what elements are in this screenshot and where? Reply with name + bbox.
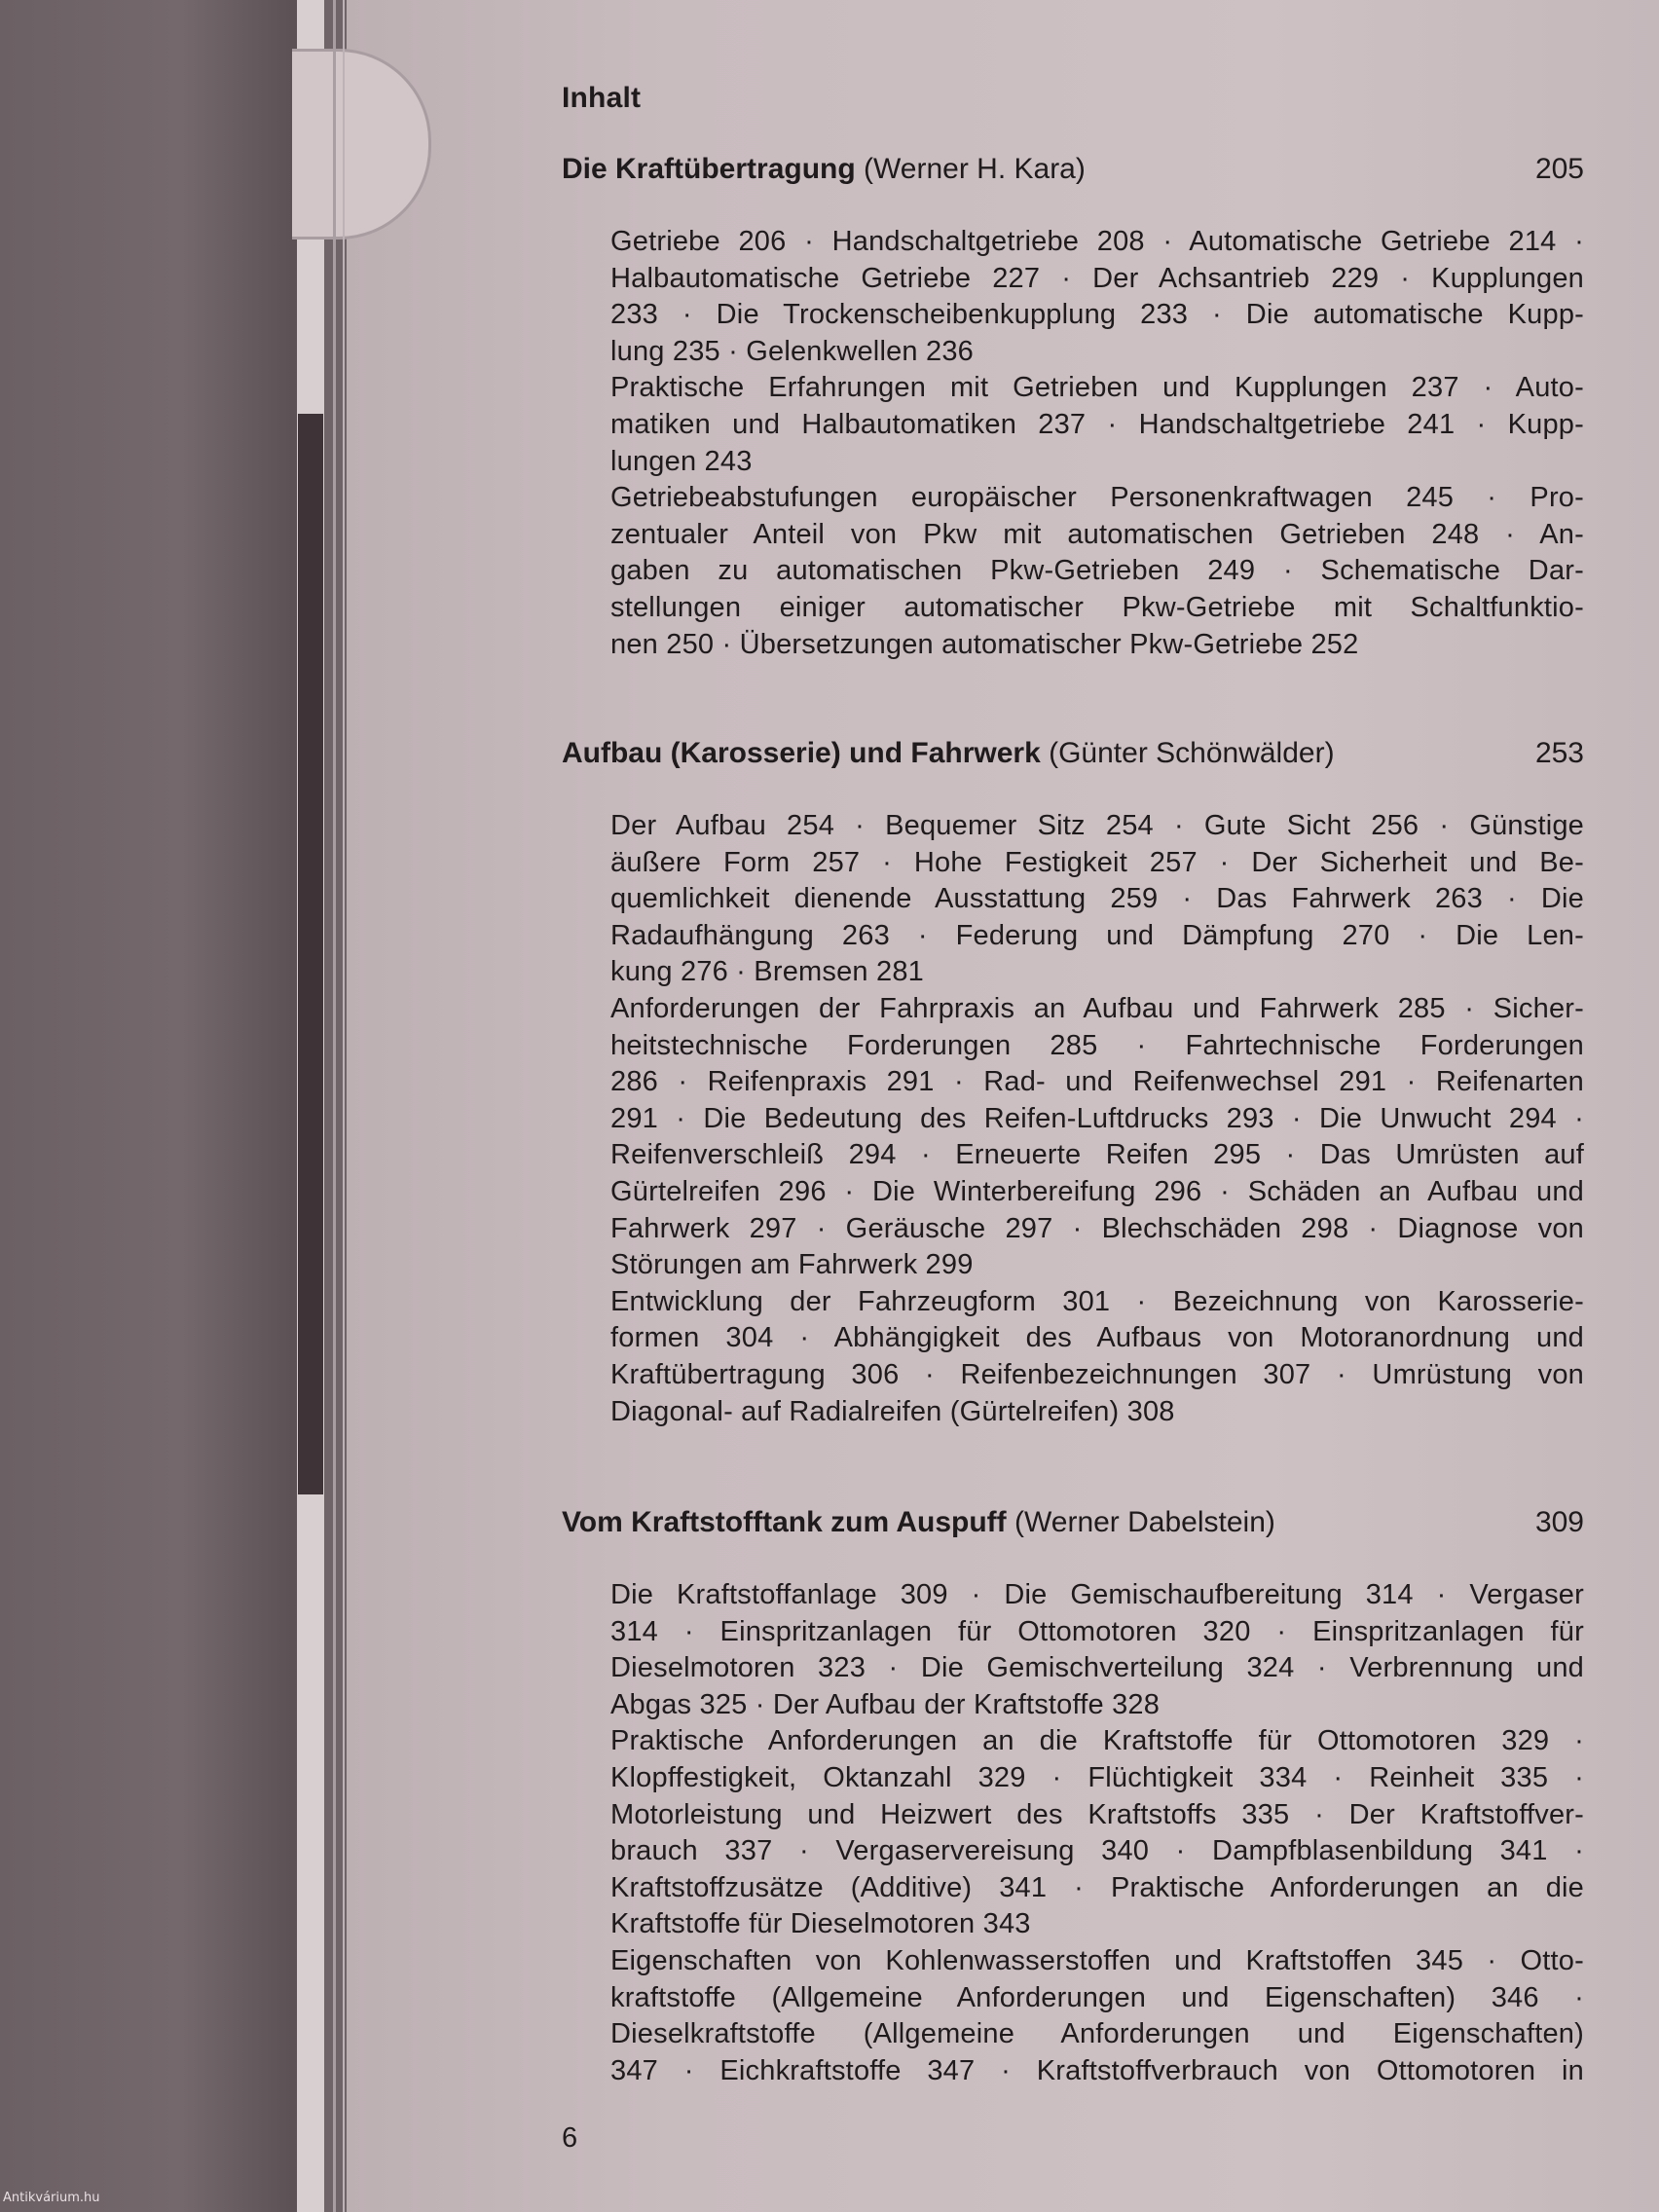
toc-line: Gürtelreifen 296 · Die Winterbereifung 296 · Schäden an Aufbau und: [610, 1175, 1584, 1207]
toc-entries: [610, 1577, 1584, 2089]
toc-line: Diagonal- auf Radialreifen (Gürtelreifen) 308: [610, 1395, 1175, 1427]
toc-line: Getriebeabstufungen europäischer Personenkraftwagen 245 · Pro-: [610, 482, 1584, 514]
toc-line: heitstechnische Forderungen 285 · Fahrtechnische Forderungen: [610, 1029, 1584, 1061]
toc-line: 286 · Reifenpraxis 291 · Rad- und Reifenwechsel 291 · Reifenarten: [610, 1066, 1584, 1098]
section-page-number: 253: [1534, 737, 1584, 769]
toc-line: 347 · Eichkraftstoffe 347 · Kraftstoffverbrauch von Ottomotoren in: [610, 2054, 1584, 2086]
toc-line: Kraftübertragung 306 · Reifenbezeichnungen 307 · Umrüstung von: [610, 1358, 1584, 1390]
toc-line: Der Aufbau 254 · Bequemer Sitz 254 · Gute Sicht 256 · Günstige: [610, 810, 1584, 841]
toc-line: brauch 337 · Vergaservereisung 340 · Dampfblasenbildung 341 ·: [610, 1835, 1584, 1867]
toc-entries: [610, 808, 1584, 1430]
spine-dark-band: [298, 414, 323, 1494]
background-board: [0, 0, 302, 2212]
toc-line: gaben zu automatischen Pkw-Getrieben 249 · Schematische Dar-: [610, 555, 1584, 587]
toc-line: stellungen einiger automatischer Pkw-Getriebe mit Schaltfunktio-: [610, 591, 1584, 623]
toc-heading: Inhalt: [562, 82, 642, 114]
toc-line: Praktische Anforderungen an die Kraftstoffe für Ottomotoren 329 ·: [610, 1725, 1584, 1757]
watermark-text: Antikvárium.hu: [3, 2191, 100, 2205]
toc-line: quemlichkeit dienende Ausstattung 259 · Das Fahrwerk 263 · Die: [610, 883, 1584, 915]
section-author: (Günter Schönwälder): [1049, 737, 1335, 769]
toc-line: Kraftstoffzusätze (Additive) 341 · Praktische Anforderungen an die: [610, 1871, 1584, 1903]
toc-line: Halbautomatische Getriebe 227 · Der Achsantrieb 229 · Kupplungen: [610, 262, 1584, 294]
section-title: Vom Kraftstofftank zum Auspuff: [562, 1506, 1007, 1538]
page-edge-line: [343, 0, 345, 2212]
toc-line: Störungen am Fahrwerk 299: [610, 1249, 974, 1281]
toc-section-header: [562, 1503, 1584, 1542]
toc-line: äußere Form 257 · Hohe Festigkeit 257 · Der Sicherheit und Be-: [610, 846, 1584, 878]
toc-line: kung 276 · Bremsen 281: [610, 956, 924, 988]
toc-line: 233 · Die Trockenscheibenkupplung 233 · Die automatische Kupp-: [610, 299, 1584, 331]
toc-line: Fahrwerk 297 · Geräusche 297 · Blechschäden 298 · Diagnose von: [610, 1212, 1584, 1244]
toc-line: zentualer Anteil von Pkw mit automatischen Getrieben 248 · An-: [610, 518, 1584, 550]
toc-line: 291 · Die Bedeutung des Reifen-Luftdrucks 293 · Die Unwucht 294 ·: [610, 1102, 1584, 1134]
section-page-number: 205: [1534, 153, 1584, 185]
toc-line: Kraftstoffe für Dieselmotoren 343: [610, 1908, 1031, 1940]
page-edge-line: [333, 0, 336, 2212]
toc-line: Dieselkraftstoffe (Allgemeine Anforderungen und Eigenschaften): [610, 2018, 1584, 2050]
toc-line: Radaufhängung 263 · Federung und Dämpfung 270 · Die Len-: [610, 919, 1584, 951]
toc-line: Entwicklung der Fahrzeugform 301 · Bezeichnung von Karosserie-: [610, 1285, 1584, 1317]
toc-line: formen 304 · Abhängigkeit des Aufbaus von Motoranordnung und: [610, 1322, 1584, 1354]
toc-line: lung 235 · Gelenkwellen 236: [610, 335, 974, 367]
toc-line: Eigenschaften von Kohlenwasserstoffen und Kraftstoffen 345 · Otto-: [610, 1944, 1584, 1976]
toc-line: kraftstoffe (Allgemeine Anforderungen und Eigenschaften) 346 ·: [610, 1981, 1584, 2013]
toc-line: Getriebe 206 · Handschaltgetriebe 208 · Automatische Getriebe 214 ·: [610, 226, 1584, 257]
section-title: Aufbau (Karosserie) und Fahrwerk: [562, 737, 1041, 769]
toc-line: lungen 243: [610, 445, 753, 477]
toc-section-header: [562, 734, 1584, 773]
section-author: (Werner Dabelstein): [1014, 1506, 1275, 1538]
toc-line: nen 250 · Übersetzungen automatischer Pkw-Getriebe 252: [610, 628, 1359, 660]
toc-line: Dieselmotoren 323 · Die Gemischverteilung 324 · Verbrennung und: [610, 1652, 1584, 1684]
section-page-number: 309: [1534, 1506, 1584, 1538]
toc-section-header: [562, 150, 1584, 189]
toc-entries: [610, 224, 1584, 663]
toc-line: Die Kraftstoffanlage 309 · Die Gemischaufbereitung 314 · Vergaser: [610, 1579, 1584, 1610]
toc-line: Motorleistung und Heizwert des Kraftstoffs 335 · Der Kraftstoffver-: [610, 1798, 1584, 1830]
page-number: 6: [562, 2122, 578, 2154]
toc-line: matiken und Halbautomatiken 237 · Handschaltgetriebe 241 · Kupp-: [610, 408, 1584, 440]
toc-line: Klopffestigkeit, Oktanzahl 329 · Flüchtigkeit 334 · Reinheit 335 ·: [610, 1761, 1584, 1793]
toc-line: Praktische Erfahrungen mit Getrieben und Kupplungen 237 · Auto-: [610, 372, 1584, 404]
section-title: Die Kraftübertragung: [562, 153, 856, 185]
toc-line: Anforderungen der Fahrpraxis an Aufbau und Fahrwerk 285 · Sicher-: [610, 992, 1584, 1024]
section-author: (Werner H. Kara): [864, 153, 1086, 185]
toc-line: Reifenverschleiß 294 · Erneuerte Reifen 295 · Das Umrüsten auf: [610, 1139, 1584, 1171]
toc-line: 314 · Einspritzanlagen für Ottomotoren 320 · Einspritzanlagen für: [610, 1615, 1584, 1647]
toc-line: Abgas 325 · Der Aufbau der Kraftstoffe 328: [610, 1688, 1161, 1720]
